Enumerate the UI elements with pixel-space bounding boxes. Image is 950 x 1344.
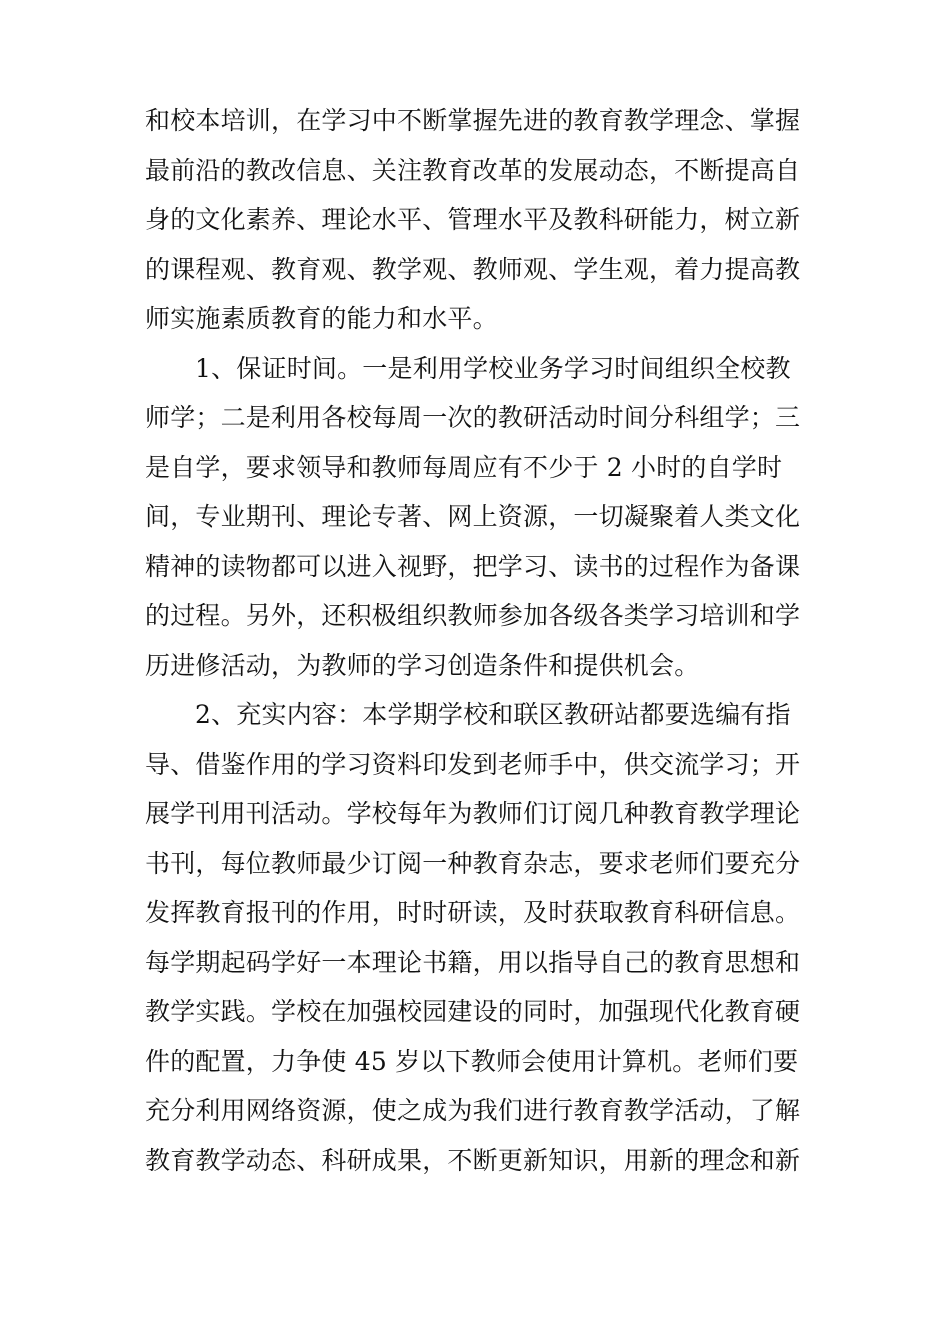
text-line: 2、充实内容：本学期学校和联区教研站都要选编有指 xyxy=(195,700,791,729)
text-line: 教学实践。学校在加强校园建设的同时，加强现代化教育硬 xyxy=(145,997,801,1026)
text-line: 每学期起码学好一本理论书籍，用以指导自己的教育思想和 xyxy=(145,947,801,977)
text-line: 精神的读物都可以进入视野，把学习、读书的过程作为备课 xyxy=(145,551,801,581)
text-line: 教育教学动态、科研成果，不断更新知识，用新的理念和新 xyxy=(145,1145,801,1175)
text-line: 间，专业期刊、理论专著、网上资源，一切凝聚着人类文化 xyxy=(145,502,801,531)
text-line: 展学刊用刊活动。学校每年为教师们订阅几种教育教学理论 xyxy=(145,799,801,828)
text-line: 师实施素质教育的能力和水平。 xyxy=(145,304,498,333)
text-line: 发挥教育报刊的作用，时时研读，及时获取教育科研信息。 xyxy=(145,898,801,927)
text-line: 师学；二是利用各校每周一次的教研活动时间分科组学；三 xyxy=(145,403,801,432)
text-line: 最前沿的教改信息、关注教育改革的发展动态，不断提高自 xyxy=(145,155,801,185)
text-line: 的课程观、教育观、教学观、教师观、学生观，着力提高教 xyxy=(145,254,801,284)
text-line: 充分利用网络资源，使之成为我们进行教育教学活动，了解 xyxy=(145,1096,801,1125)
document-body xyxy=(145,96,815,1185)
text-line: 的过程。另外，还积极组织教师参加各级各类学习培训和学 xyxy=(145,601,801,630)
text-line: 身的文化素养、理论水平、管理水平及教科研能力，树立新 xyxy=(145,205,801,234)
text-line: 1、保证时间。一是利用学校业务学习时间组织全校教 xyxy=(195,353,791,383)
text-line: 历进修活动，为教师的学习创造条件和提供机会。 xyxy=(145,650,700,680)
text-line: 导、借鉴作用的学习资料印发到老师手中，供交流学习；开 xyxy=(145,749,801,779)
text-line: 件的配置，力争使 45 岁以下教师会使用计算机。老师们要 xyxy=(145,1046,799,1076)
text-line: 是自学，要求领导和教师每周应有不少于 2 小时的自学时 xyxy=(145,452,783,482)
text-line: 书刊，每位教师最少订阅一种教育杂志，要求老师们要充分 xyxy=(145,848,801,878)
text-line: 和校本培训，在学习中不断掌握先进的教育教学理念、掌握 xyxy=(145,106,801,135)
